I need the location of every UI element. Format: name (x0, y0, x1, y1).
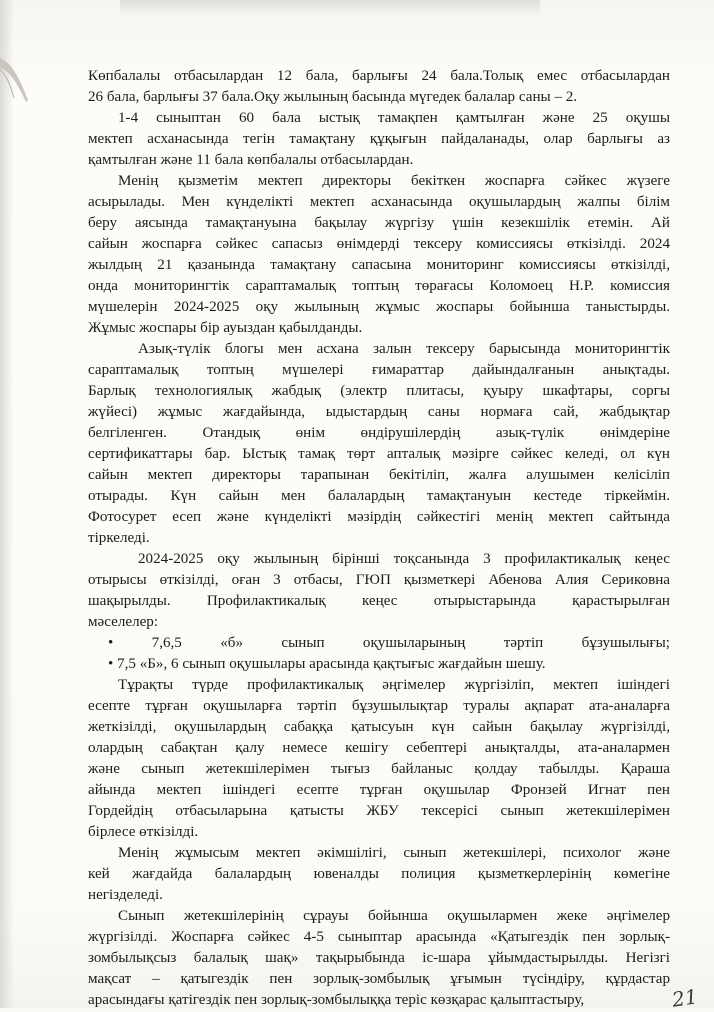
paragraph-p8 (88, 843, 670, 906)
paragraph-p5 (88, 549, 670, 633)
text-line: белгіленген. Отандық өнім өндірушілердің азық-түлік өнімдеріне (88, 425, 670, 441)
bleed-through (120, 0, 540, 16)
text-line: арасындағы қатігездік пен зорлық-зомбылыққа теріс көзқарас қалыптастыру, (88, 992, 585, 1008)
text-line: Сынып жетекшілерінің сұрауы бойынша оқушылармен жеке әңгімелер (118, 908, 670, 924)
paragraph-p6 (88, 633, 670, 675)
text-line: жылдың 21 қазанында тамақтану сапасына мониторинг комиссиясы өткізілді, (88, 257, 670, 273)
paragraph-p3 (88, 171, 670, 339)
paragraph-p7 (88, 675, 670, 843)
paragraph-p9 (88, 906, 670, 1011)
text-line: олардың сабақтан қалу немесе кешігу себептері анықталды, ата-аналармен (88, 740, 670, 756)
text-line: сайын мектеп директоры тарапынан бекітіліп, жалға алушымен келісіліп (88, 467, 670, 483)
text-line: қамтылған және 11 бала көпбалалы отбасылардан. (88, 152, 414, 168)
text-line: Азық-түлік блогы мен асхана залын тексеру барысында мониторингтік (138, 341, 670, 357)
page-fold-mark (0, 40, 34, 110)
text-line: • 7,5 «Б», 6 сынып оқушылары арасында қақтығыс жағдайын шешу. (108, 656, 546, 672)
text-line: мәселелер: (88, 614, 159, 630)
text-line: мүшелерін 2024-2025 оқу жылының жұмыс жоспары бойынша таныстырды. (88, 299, 670, 315)
text-line: Көпбалалы отбасылардан 12 бала, барлығы 24 бала.Толық емес отбасылардан (88, 68, 670, 84)
text-line: жүргізілді. Жоспарға сәйкес 4-5 сыныптар арасында «Қатыгездік пен зорлық- (88, 929, 670, 945)
text-line: Фотосурет есеп және күнделікті мәзірдің сәйкестігі менің мектеп сайтында (88, 509, 670, 525)
text-line: онда мониторингтік сараптамалық топтың төрағасы Коломоец Н.Р. комиссия (88, 278, 670, 294)
paragraph-p2 (88, 108, 670, 171)
text-line: шақырылды. Профилактикалық кеңес отырыстарында қарастырылған (88, 593, 670, 609)
text-line: Менің жұмысым мектеп әкімшілігі, сынып жетекшілері, психолог және (118, 845, 670, 861)
page-number: 21 (670, 984, 699, 1012)
paragraph-p1 (88, 66, 670, 108)
text-line: зомбылықсыз балалық шақ» тақырыбында іс-шара ұйымдастырылды. Негізгі (88, 950, 670, 966)
text-line: асырылады. Мен күнделікті мектеп асханасында оқушылардың жалпы білім (88, 194, 670, 210)
text-line: сайын жоспарға сәйкес сапасыз өнімдерді тексеру комиссиясы өткізілді. 2024 (88, 236, 670, 252)
text-line: бірлесе өткізілді. (88, 824, 199, 840)
text-line: Жұмыс жоспары бір ауыздан қабылданды. (88, 320, 363, 336)
text-line: мақсат – қатыгездік пен зорлық-зомбылық ұғымын түсіндіру, құрдастар (88, 971, 670, 987)
text-line: отырады. Күн сайын мен балалардың тамақтануын кестеде тіркеймін. (88, 488, 670, 504)
text-line: • 7,6,5 «б» сынып оқушыларының тәртіп бұзушылығы; (108, 635, 670, 651)
text-line: 26 бала, барлығы 37 бала.Оқу жылының басында мүгедек балалар саны – 2. (88, 89, 578, 105)
document-body (88, 66, 670, 1011)
text-line: 2024-2025 оқу жылының бірінші тоқсанында 3 профилактикалық кеңес (138, 551, 670, 567)
text-line: және сынып жетекшілерімен тығыз байланыс қолдау табылды. Қараша (88, 761, 670, 777)
text-line: Менің қызметім мектеп директоры бекіткен жоспарға сәйкес жүзеге (118, 173, 670, 189)
text-line: 1-4 сыныптан 60 бала ыстық тамақпен қамтылған және 25 оқушы (118, 110, 670, 126)
text-line: мектеп асханасында тегін тамақтану құқығын пайдаланады, олар барлығы аз (88, 131, 670, 147)
text-line: жеткізілді, оқушылардың сабаққа қатысуын күн сайын бақылау жүргізілді, (88, 719, 670, 735)
text-line: кей жағдайда балалардың ювеналды полиция қызметкерлерінің көмегіне (88, 866, 670, 882)
text-line: отырысы өткізілді, оған 3 отбасы, ГЮП қызметкері Абенова Алия Сериковна (88, 572, 670, 588)
text-line: Барлық технологиялық жабдық (электр плитасы, қуыру шкафтары, соргы (88, 383, 670, 399)
text-line: есепте тұрған оқушыларға тәртіп бұзушылықтар туралы ақпарат ата-аналарға (88, 698, 670, 714)
text-line: тіркеледі. (88, 530, 150, 546)
text-line: сертификаттары бар. Ыстық тамақ төрт апталық мәзірге сәйкес келеді, ол күн (88, 446, 670, 462)
paragraph-p4 (88, 339, 670, 549)
text-line: Гордейдің отбасыларына қатысты ЖБУ тексерісі сынып жетекшілерімен (88, 803, 670, 819)
scan-shadow (0, 0, 14, 1008)
text-line: беру аясында тамақтануына бақылау жүргізу үшін кезекшілік етемін. Ай (88, 215, 670, 231)
text-line: сараптамалық топтың мүшелері ғимараттар дайындалғанын анықтады. (88, 362, 670, 378)
text-line: жүйесі) жұмыс жағдайында, ыдыстардың саны нормаға сай, жабдықтар (88, 404, 670, 420)
text-line: негізделеді. (88, 887, 163, 903)
text-line: Тұрақты түрде профилактикалық әңгімелер жүргізіліп, мектеп ішіндегі (118, 677, 670, 693)
text-line: айында мектеп ішіндегі есепте тұрған оқушылар Фронзей Игнат пен (88, 782, 670, 798)
